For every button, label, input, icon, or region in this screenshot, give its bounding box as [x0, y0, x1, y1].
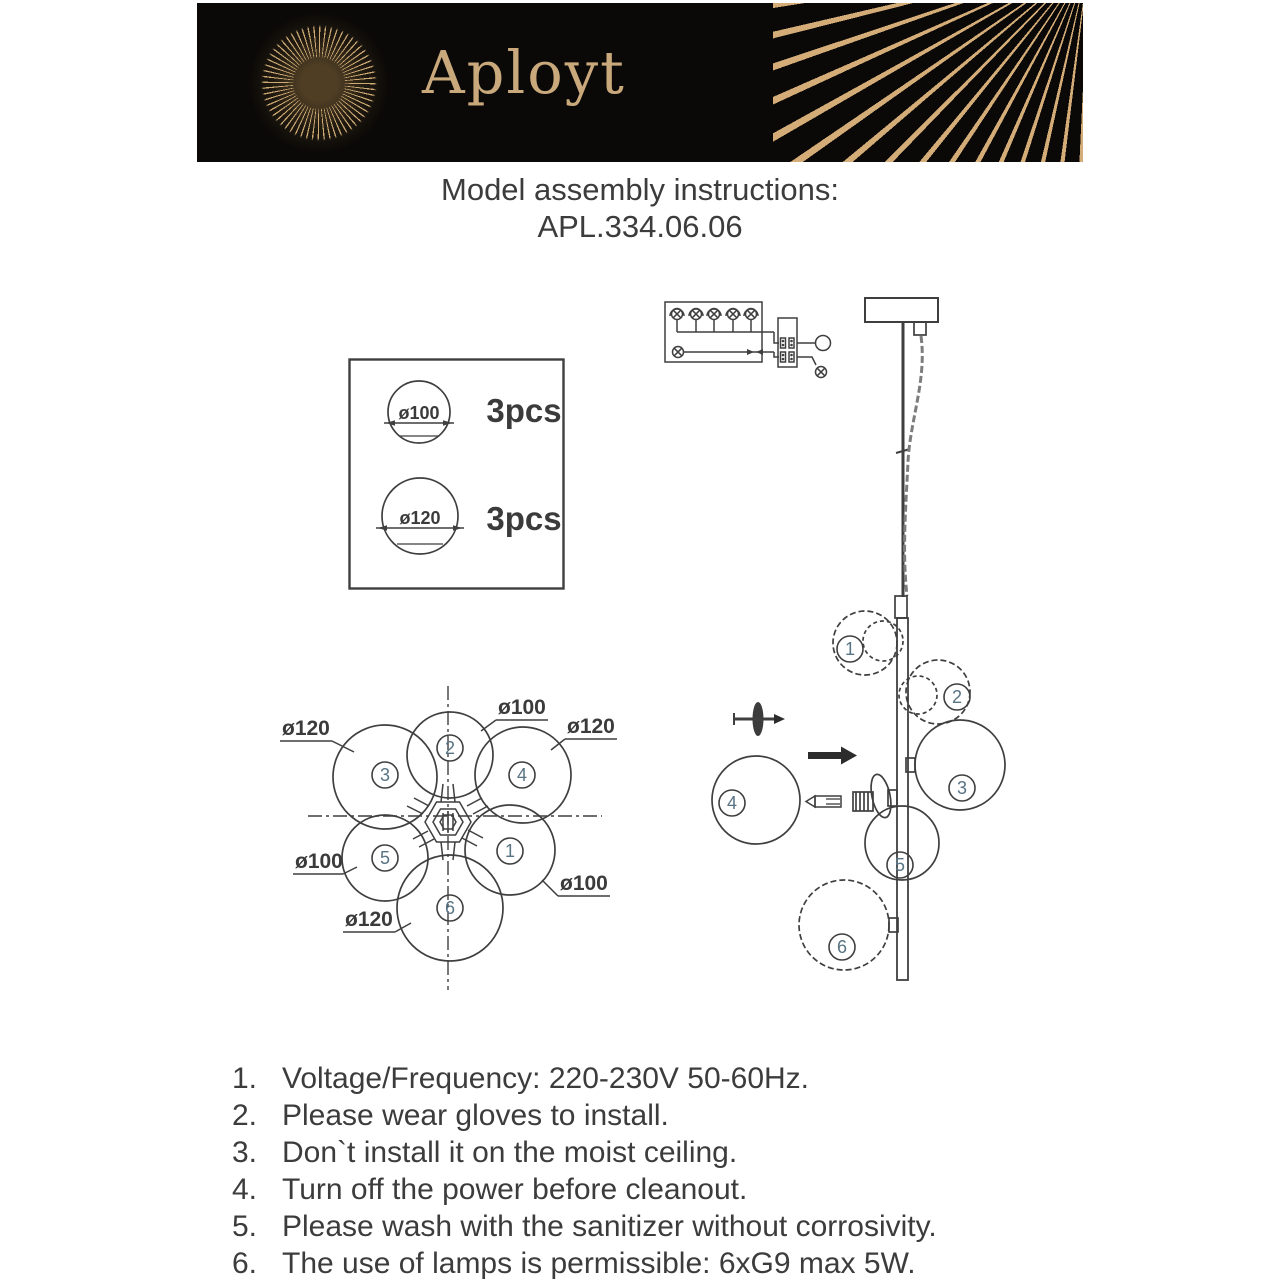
model-code: APL.334.06.06 [537, 209, 743, 244]
item-number: 1. [232, 1062, 258, 1095]
sphere-4 [712, 756, 800, 844]
sphere-1 [833, 611, 897, 675]
sphere-number-4 [719, 790, 745, 816]
sphere-number-4 [509, 762, 535, 788]
svg-text:2: 2 [951, 687, 963, 707]
instruction-item [232, 1060, 937, 1097]
sphere-number-1 [497, 838, 523, 864]
svg-text:ø100: ø100 [560, 872, 608, 895]
sphere-number-6 [437, 895, 463, 921]
svg-text:1: 1 [844, 639, 856, 659]
rod-joint [895, 596, 907, 618]
item-number: 3. [232, 1136, 258, 1169]
instruction-item [232, 1097, 937, 1134]
svg-text:1: 1 [504, 841, 516, 861]
svg-text:6: 6 [836, 937, 848, 957]
dim-callout-right [542, 872, 610, 896]
insert-arrow-icon [808, 747, 857, 765]
instruction-item [232, 1208, 937, 1245]
sphere-number-6 [829, 934, 855, 960]
title-block [0, 171, 1280, 245]
part-diameter-label: ø100 [398, 403, 440, 423]
svg-text:ø120: ø120 [282, 717, 330, 740]
power-cable [905, 336, 923, 596]
centerlines [308, 686, 602, 990]
sphere-number-5 [887, 852, 913, 878]
instruction-item [232, 1171, 937, 1208]
page-title: Model assembly instructions: [441, 172, 839, 207]
svg-text:5: 5 [894, 855, 906, 875]
cable-connector [914, 322, 926, 335]
screw-pin-icon [734, 702, 785, 736]
sunburst-logo-icon [257, 21, 381, 145]
svg-text:3: 3 [956, 778, 968, 798]
item-text: Don`t install it on the moist ceiling. [282, 1136, 738, 1169]
svg-text:ø100: ø100 [295, 850, 343, 873]
sphere-number-2 [944, 684, 970, 710]
item-text: Voltage/Frequency: 220-230V 50-60Hz. [282, 1062, 810, 1095]
item-number: 2. [232, 1099, 258, 1132]
svg-text:2: 2 [444, 738, 456, 758]
sphere-number-5 [372, 845, 398, 871]
item-text: Please wash with the sanitizer without corrosivity. [282, 1210, 937, 1243]
brand-name: Aployt [422, 38, 626, 107]
sphere-number-2 [437, 735, 463, 761]
lamp-socket [853, 792, 873, 811]
dim-callout-bottom [343, 908, 411, 932]
instruction-list [232, 1060, 937, 1282]
item-number: 6. [232, 1247, 258, 1280]
g9-bulb-icon [806, 796, 841, 807]
svg-text:5: 5 [379, 848, 391, 868]
dim-callout-top [481, 696, 548, 731]
dim-callout-top-left [280, 717, 354, 752]
item-text: Please wear gloves to install. [282, 1099, 669, 1132]
side-view-diagram [650, 290, 1030, 1000]
svg-text:3: 3 [379, 765, 391, 785]
instruction-item [232, 1134, 937, 1171]
item-text: The use of lamps is permissible: 6xG9 max 5W. [282, 1247, 916, 1280]
svg-text:6: 6 [444, 898, 456, 918]
item-number: 5. [232, 1210, 258, 1243]
svg-text:ø120: ø120 [567, 715, 615, 738]
item-text: Turn off the power before cleanout. [282, 1173, 748, 1206]
part-diameter-label: ø120 [399, 508, 441, 528]
parts-box-diagram [348, 358, 565, 590]
corner-rays-decoration [773, 3, 1083, 162]
part-qty-label: 3pcs [486, 392, 562, 429]
sphere-number-3 [949, 775, 975, 801]
dim-callout-left [293, 850, 357, 874]
top-view-diagram [270, 678, 640, 998]
svg-text:ø120: ø120 [345, 908, 393, 931]
ceiling-canopy [865, 298, 938, 322]
wiring-schematic [665, 302, 831, 378]
svg-text:4: 4 [516, 765, 528, 785]
svg-text:ø100: ø100 [498, 696, 546, 719]
part-sphere-120 [376, 478, 464, 554]
instruction-item [232, 1245, 937, 1282]
sphere-number-3 [372, 762, 398, 788]
part-sphere-100 [384, 381, 454, 443]
sphere-number-1 [837, 636, 863, 662]
part-qty-label: 3pcs [486, 500, 562, 537]
svg-text:4: 4 [726, 793, 738, 813]
item-number: 4. [232, 1173, 258, 1206]
brand-banner [197, 3, 1083, 162]
